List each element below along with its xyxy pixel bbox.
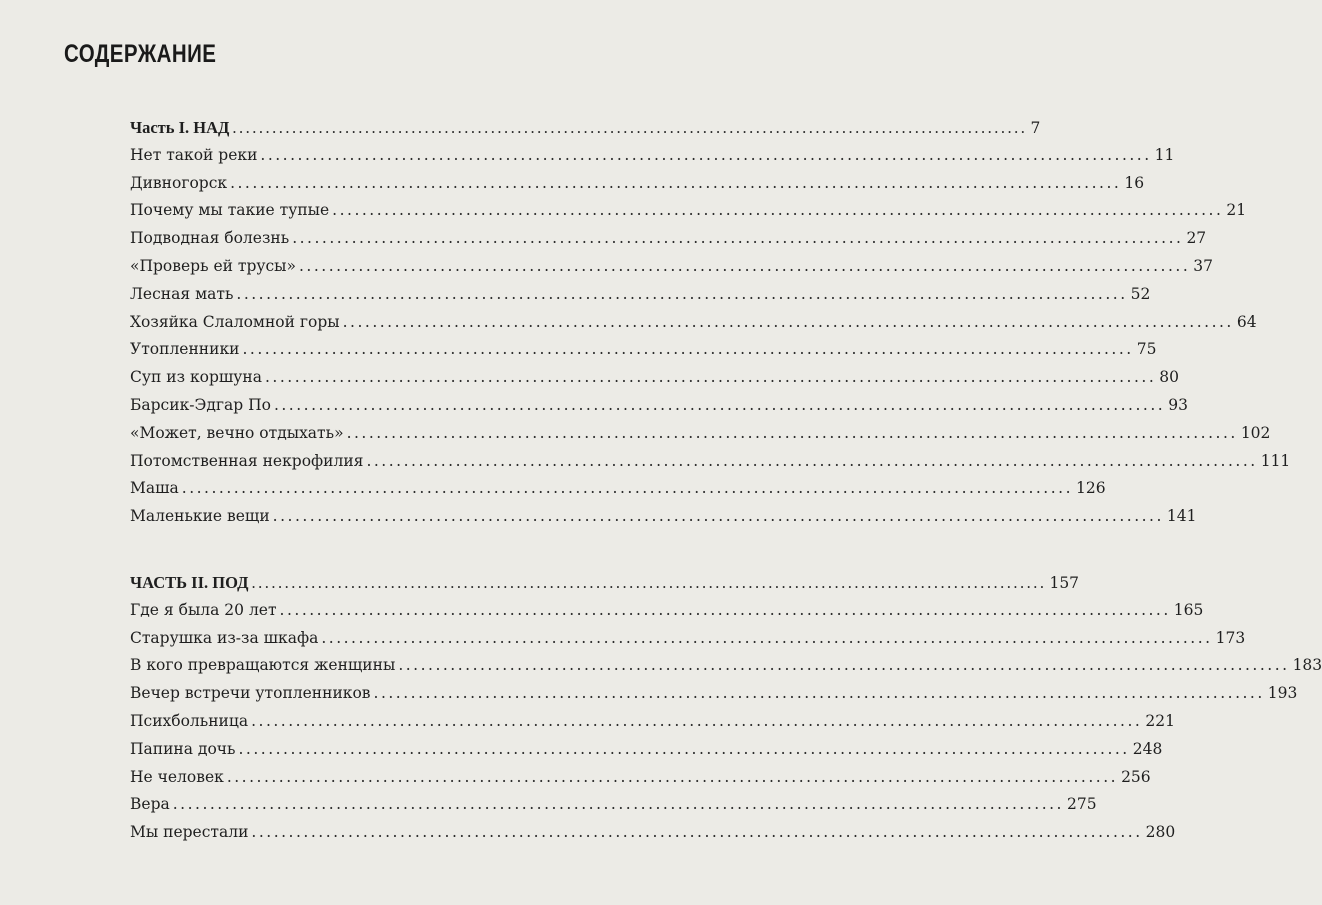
toc-chapter-row	[130, 736, 1163, 764]
dot-leader: ........................................................................................................................	[251, 823, 1143, 842]
toc-chapter-row	[130, 336, 1157, 364]
toc-chapter-row	[130, 597, 1204, 625]
toc-chapter-row	[130, 791, 1097, 819]
chapter-title: Не человек	[130, 767, 224, 786]
dot-leader: ........................................................................................................................	[251, 572, 1047, 592]
page-number: 126	[1076, 479, 1106, 498]
chapter-title: Барсик-Эдгар По	[130, 395, 271, 414]
chapter-title: Вера	[130, 795, 170, 814]
toc-chapter-row	[130, 819, 1176, 847]
page-number: 111	[1260, 451, 1291, 470]
dot-leader: ........................................................................................................................	[265, 368, 1157, 387]
toc-chapter-row	[130, 281, 1151, 309]
page-number: 165	[1173, 600, 1204, 619]
page-number: 102	[1240, 423, 1271, 442]
toc-part-row	[130, 114, 1041, 142]
page-number: 75	[1136, 340, 1157, 359]
toc-chapter-row	[130, 448, 1291, 476]
toc-chapter-row	[130, 364, 1179, 392]
page-number: 64	[1236, 312, 1257, 331]
chapter-title: Потомственная некрофилия	[130, 451, 364, 470]
toc-section	[130, 114, 1291, 531]
page-number: 7	[1030, 119, 1041, 137]
part-title: ЧАСТЬ II. ПОД	[130, 572, 249, 592]
toc-chapter-row	[130, 680, 1298, 708]
chapter-title: «Проверь ей трусы»	[130, 256, 296, 275]
page-number: 221	[1145, 711, 1175, 730]
dot-leader: ........................................................................................................................	[346, 423, 1238, 442]
page-number: 21	[1226, 201, 1247, 220]
dot-leader: ........................................................................................................................	[236, 284, 1128, 303]
chapter-title: В кого превращаются женщины	[130, 656, 396, 675]
page-number: 80	[1159, 368, 1179, 387]
dot-leader: ........................................................................................................................	[230, 173, 1122, 192]
toc-chapter-row	[130, 142, 1175, 170]
toc-chapter-row	[130, 625, 1246, 653]
table-of-contents	[130, 114, 1322, 847]
page-number: 193	[1267, 684, 1298, 703]
dot-leader: ........................................................................................................................	[172, 795, 1064, 814]
toc-chapter-row	[130, 309, 1257, 337]
toc-part-row	[130, 569, 1080, 597]
toc-chapter-row	[130, 420, 1271, 448]
toc-chapter-row	[130, 392, 1188, 420]
toc-chapter-row	[130, 170, 1145, 198]
toc-chapter-row	[130, 475, 1106, 503]
page-number: 280	[1145, 823, 1176, 842]
dot-leader: ........................................................................................................................	[342, 312, 1234, 331]
dot-leader: ........................................................................................................................	[226, 767, 1119, 786]
dot-leader: ........................................................................................................................	[260, 145, 1152, 164]
chapter-title: Где я была 20 лет	[130, 600, 277, 619]
dot-leader: ........................................................................................................................	[272, 507, 1164, 526]
toc-chapter-row	[130, 197, 1247, 225]
dot-leader: ........................................................................................................................	[332, 201, 1224, 220]
dot-leader: ........................................................................................................................	[279, 600, 1171, 619]
page-title: СОДЕРЖАНИЕ	[64, 40, 217, 68]
toc-chapter-row	[130, 225, 1207, 253]
chapter-title: Подводная болезнь	[130, 229, 290, 248]
part-title: Часть I. НАД	[130, 118, 230, 137]
chapter-title: Старушка из-за шкафа	[130, 628, 319, 647]
toc-chapter-row	[130, 764, 1151, 792]
page-number: 256	[1121, 767, 1151, 786]
dot-leader: ........................................................................................................................	[366, 451, 1258, 470]
dot-leader: ........................................................................................................................	[321, 628, 1213, 647]
chapter-title: «Может, вечно отдыхать»	[130, 423, 344, 442]
chapter-title: Папина дочь	[130, 739, 236, 758]
page-number: 248	[1132, 739, 1163, 758]
toc-section	[130, 569, 1322, 847]
dot-leader: ........................................................................................................................	[273, 395, 1166, 414]
page-number: 16	[1124, 173, 1145, 192]
chapter-title: Дивногорск	[130, 173, 228, 192]
chapter-title: Вечер встречи утопленников	[130, 684, 371, 703]
page-number: 11	[1154, 145, 1175, 164]
page-number: 27	[1186, 229, 1207, 248]
toc-chapter-row	[130, 652, 1322, 680]
chapter-title: Нет такой реки	[130, 145, 258, 164]
section-gap	[130, 531, 486, 569]
dot-leader: ........................................................................................................................	[238, 739, 1130, 758]
chapter-title: Маша	[130, 479, 179, 498]
chapter-title: Хозяйка Слаломной горы	[130, 312, 340, 331]
page-number: 183	[1292, 656, 1322, 675]
dot-leader: ........................................................................................................................	[232, 118, 1028, 137]
page-number: 52	[1130, 284, 1151, 303]
page-number: 141	[1166, 507, 1197, 526]
dot-leader: ........................................................................................................................	[251, 711, 1143, 730]
chapter-title: Маленькие вещи	[130, 507, 270, 526]
toc-chapter-row	[130, 253, 1213, 281]
page-number: 173	[1215, 628, 1246, 647]
chapter-title: Мы перестали	[130, 823, 249, 842]
page-number: 37	[1193, 256, 1213, 275]
dot-leader: ........................................................................................................................	[292, 229, 1184, 248]
chapter-title: Лесная мать	[130, 284, 234, 303]
page-number: 157	[1049, 573, 1080, 592]
chapter-title: Утопленники	[130, 340, 240, 359]
dot-leader: ........................................................................................................................	[373, 684, 1265, 703]
dot-leader: ........................................................................................................................	[181, 479, 1074, 498]
chapter-title: Почему мы такие тупые	[130, 201, 330, 220]
page-number: 93	[1168, 395, 1188, 414]
dot-leader: ........................................................................................................................	[242, 340, 1134, 359]
dot-leader: ........................................................................................................................	[398, 656, 1290, 675]
chapter-title: Психбольница	[130, 711, 249, 730]
page-number: 275	[1066, 795, 1097, 814]
toc-chapter-row	[130, 503, 1197, 531]
toc-chapter-row	[130, 708, 1175, 736]
dot-leader: ........................................................................................................................	[299, 256, 1191, 275]
chapter-title: Суп из коршуна	[130, 368, 262, 387]
